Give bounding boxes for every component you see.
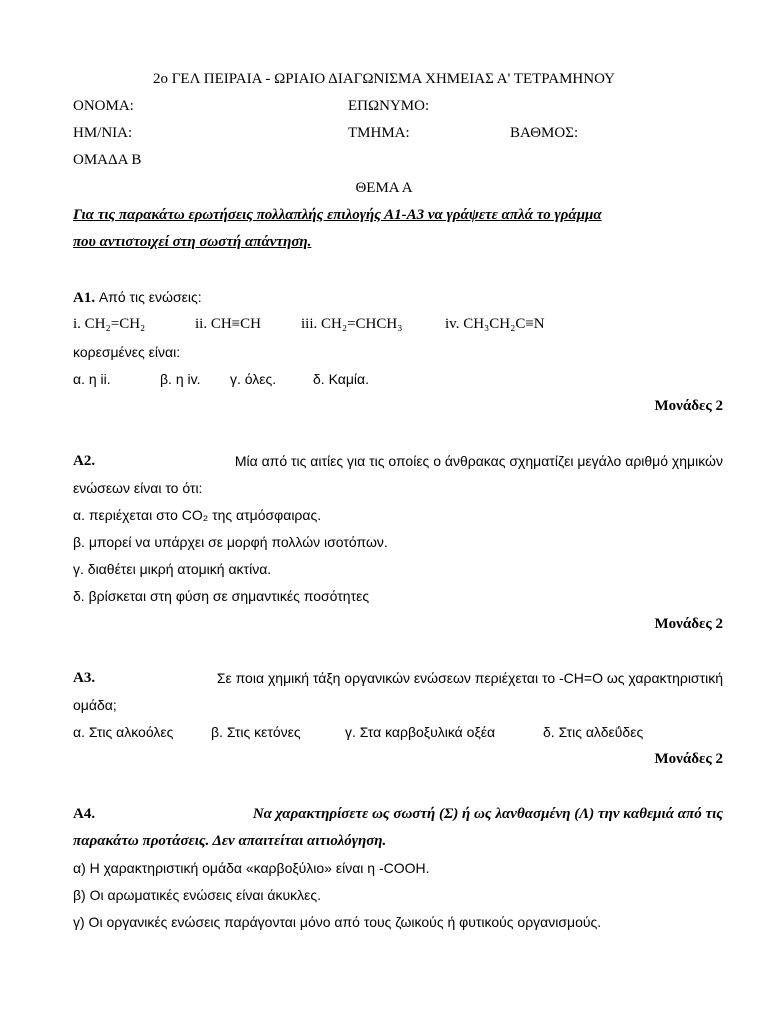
a1-question bbox=[73, 288, 202, 307]
a2-option-b: β. μπορεί να υπάρχει σε μορφή πολλών ισοτόπων. bbox=[73, 534, 388, 550]
a1-option-a: α. η ii. bbox=[73, 371, 111, 387]
a1-compound-iii: iii. CH₂=CHCH₃ bbox=[301, 316, 403, 332]
a3-line-1-text: Σε ποια χημική τάξη οργανικών ενώσεων περιέχεται το -CH=O ως χαρακτηριστική bbox=[216, 670, 723, 686]
a1-compound-ii: ii. CH≡CH bbox=[195, 316, 261, 332]
section-title: ΘΕΜΑ Α bbox=[355, 180, 413, 196]
a3-line-1 bbox=[73, 669, 723, 687]
surname-label: ΕΠΩΝΥΜΟ: bbox=[348, 98, 430, 114]
a1-option-d: δ. Καμία. bbox=[313, 371, 369, 387]
a1-points: Μονάδες 2 bbox=[654, 398, 723, 414]
exam-title: 2ο ΓΕΛ ΠΕΙΡΑΙΑ - ΩΡΙΑΙΟ ΔΙΑΓΩΝΙΣΜΑ ΧΗΜΕΙΑΣ Α' ΤΕΤΡΑΜΗΝΟΥ bbox=[152, 71, 615, 87]
a4-statement-c: γ) Οι οργανικές ενώσεις παράγονται μόνο από τους ζωικούς ή φυτικούς οργανισμούς. bbox=[73, 914, 602, 930]
a3-line-2: ομάδα; bbox=[73, 697, 117, 713]
a1-compound-i: i. CH₂=CH₂ bbox=[73, 316, 146, 332]
instructions bbox=[73, 206, 723, 224]
a2-option-c: γ. διαθέτει μικρή ατομική ακτίνα. bbox=[73, 561, 272, 577]
a4-line-2: παρακάτω προτάσεις. Δεν απαιτείται αιτιολόγηση. bbox=[73, 833, 387, 849]
group-label: ΟΜΑΔΑ Β bbox=[73, 152, 142, 168]
a1-number: Α1. bbox=[73, 290, 96, 306]
a3-option-a: α. Στις αλκοόλες bbox=[73, 724, 174, 740]
a2-option-a: α. περιέχεται στο CO₂ της ατμόσφαιρας. bbox=[73, 507, 322, 523]
a3-question bbox=[73, 669, 723, 687]
a2-line-1-text: Μία από τις αιτίες για τις οποίες ο άνθρακας σχηματίζει μεγάλο αριθμό χημικών bbox=[234, 453, 723, 469]
name-label: ΟΝΟΜΑ: bbox=[73, 98, 134, 114]
a4-line-1-text: Να χαρακτηρίσετε ως σωστή (Σ) ή ως λανθασμένη (Λ) την καθεμιά από τις bbox=[252, 806, 723, 822]
a2-line-1 bbox=[73, 452, 723, 470]
a2-line-2: ενώσεων είναι το ότι: bbox=[73, 480, 203, 496]
a1-option-b: β. η iv. bbox=[160, 371, 201, 387]
grade-label: ΒΑΘΜΟΣ: bbox=[510, 125, 579, 141]
a2-option-d: δ. βρίσκεται στη φύση σε σημαντικές ποσότητες bbox=[73, 588, 370, 604]
instructions-text-1: Για τις παρακάτω ερωτήσεις πολλαπλής επιλογής Α1-Α3 να γράψετε απλά το γράμμα bbox=[73, 207, 602, 223]
a4-statement-b: β) Οι αρωματικές ενώσεις είναι άκυκλες. bbox=[73, 887, 322, 903]
a3-points: Μονάδες 2 bbox=[654, 751, 723, 767]
a1-question-text: Από τις ενώσεις: bbox=[98, 289, 202, 305]
a4-statement-a: α) Η χαρακτηριστική ομάδα «καρβοξύλιο» είναι η -COOH. bbox=[73, 860, 430, 876]
a2-points: Μονάδες 2 bbox=[654, 616, 723, 632]
a3-number: Α3. bbox=[73, 670, 96, 686]
a4-number: Α4. bbox=[73, 806, 96, 822]
instructions-line-2: που αντιστοιχεί στη σωστή απάντηση. bbox=[73, 234, 312, 250]
a3-option-d: δ. Στις αλδεΰδες bbox=[543, 724, 644, 740]
instructions-line-1 bbox=[73, 206, 723, 224]
a2-question bbox=[73, 452, 723, 470]
class-label: ΤΜΗΜΑ: bbox=[348, 125, 410, 141]
a1-compound-iv: iv. CH₃CH₂C≡N bbox=[445, 316, 545, 332]
a3-option-c: γ. Στα καρβοξυλικά οξέα bbox=[345, 724, 496, 740]
a1-stem: κορεσμένες είναι: bbox=[73, 344, 181, 360]
a4-question bbox=[73, 805, 723, 823]
a3-option-b: β. Στις κετόνες bbox=[211, 724, 301, 740]
a2-number: Α2. bbox=[73, 453, 96, 469]
date-label: ΗΜ/ΝΙΑ: bbox=[73, 125, 133, 141]
a1-option-c: γ. όλες. bbox=[230, 371, 277, 387]
a4-line-1 bbox=[73, 805, 723, 823]
